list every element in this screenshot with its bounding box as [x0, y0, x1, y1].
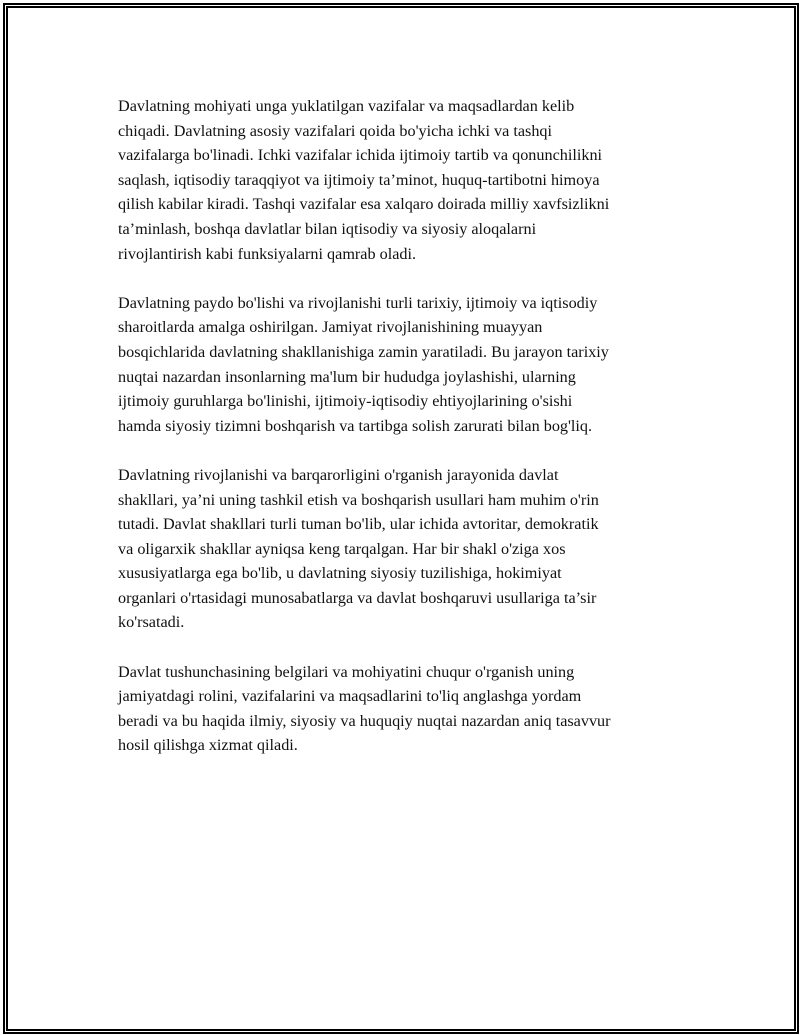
paragraph: Davlatning rivojlanishi va barqarorligini o'rganish jarayonida davlat shakllari, ya’ni uning tashkil etish va boshqarish usullari ham muhim o'rin tutadi. Davlat shakllari turli tuman bo'lib, ular ichida avtoritar, demokratik va oligarxik shakllar ayniqsa keng tarqalgan. Har bir shakl o'ziga xos xususiyatlarga ega bo'lib, u davlatning siyosiy tuzilishiga, hokimiyat organlari o'rtasidagi munosabatlarga va davlat boshqaruvi usullariga ta’sir ko'rsatadi. — [118, 465, 599, 632]
document-body — [118, 94, 688, 783]
paragraph: Davlatning paydo bo'lishi va rivojlanishi turli tarixiy, ijtimoiy va iqtisodiy sharoitlarda amalga oshirilgan. Jamiyat rivojlanishining muayyan bosqichlarida davlatning shakllanishiga zamin yaratiladi. Bu jarayon tarixiy nuqtai nazardan insonlarning ma'lum bir hududga joylashishi, ularning ijtimoiy guruhlarga bo'linishi, ijtimoiy-iqtisodiy ehtiyojlarining o'sishi hamda siyosiy tizimni boshqarish va tartibga solish zarurati bilan bog'liq. — [118, 293, 609, 435]
paragraph: Davlat tushunchasining belgilari va mohiyatini chuqur o'rganish uning jamiyatdagi rolini, vazifalarini va maqsadlarini to'liq anglashga yordam beradi va bu haqida ilmiy, siyosiy va huquqiy nuqtai nazardan aniq tasavvur hosil qilishga xizmat qiladi. — [118, 662, 611, 755]
paragraph: Davlatning mohiyati unga yuklatilgan vazifalar va maqsadlardan kelib chiqadi. Davlatning asosiy vazifalari qoida bo'yicha ichki va tashqi vazifalarga bo'linadi. Ichki vazifalar ichida ijtimoiy tartib va qonunchilikni saqlash, iqtisodiy taraqqiyot va ijtimoiy ta’minot, huquq-tartibotni himoya qilish kabilar kiradi. Tashqi vazifalar esa xalqaro doirada milliy xavfsizlikni ta’minlash, boshqa davlatlar bilan iqtisodiy va siyosiy aloqalarni rivojlantirish kabi funksiyalarni qamrab oladi. — [118, 97, 610, 263]
